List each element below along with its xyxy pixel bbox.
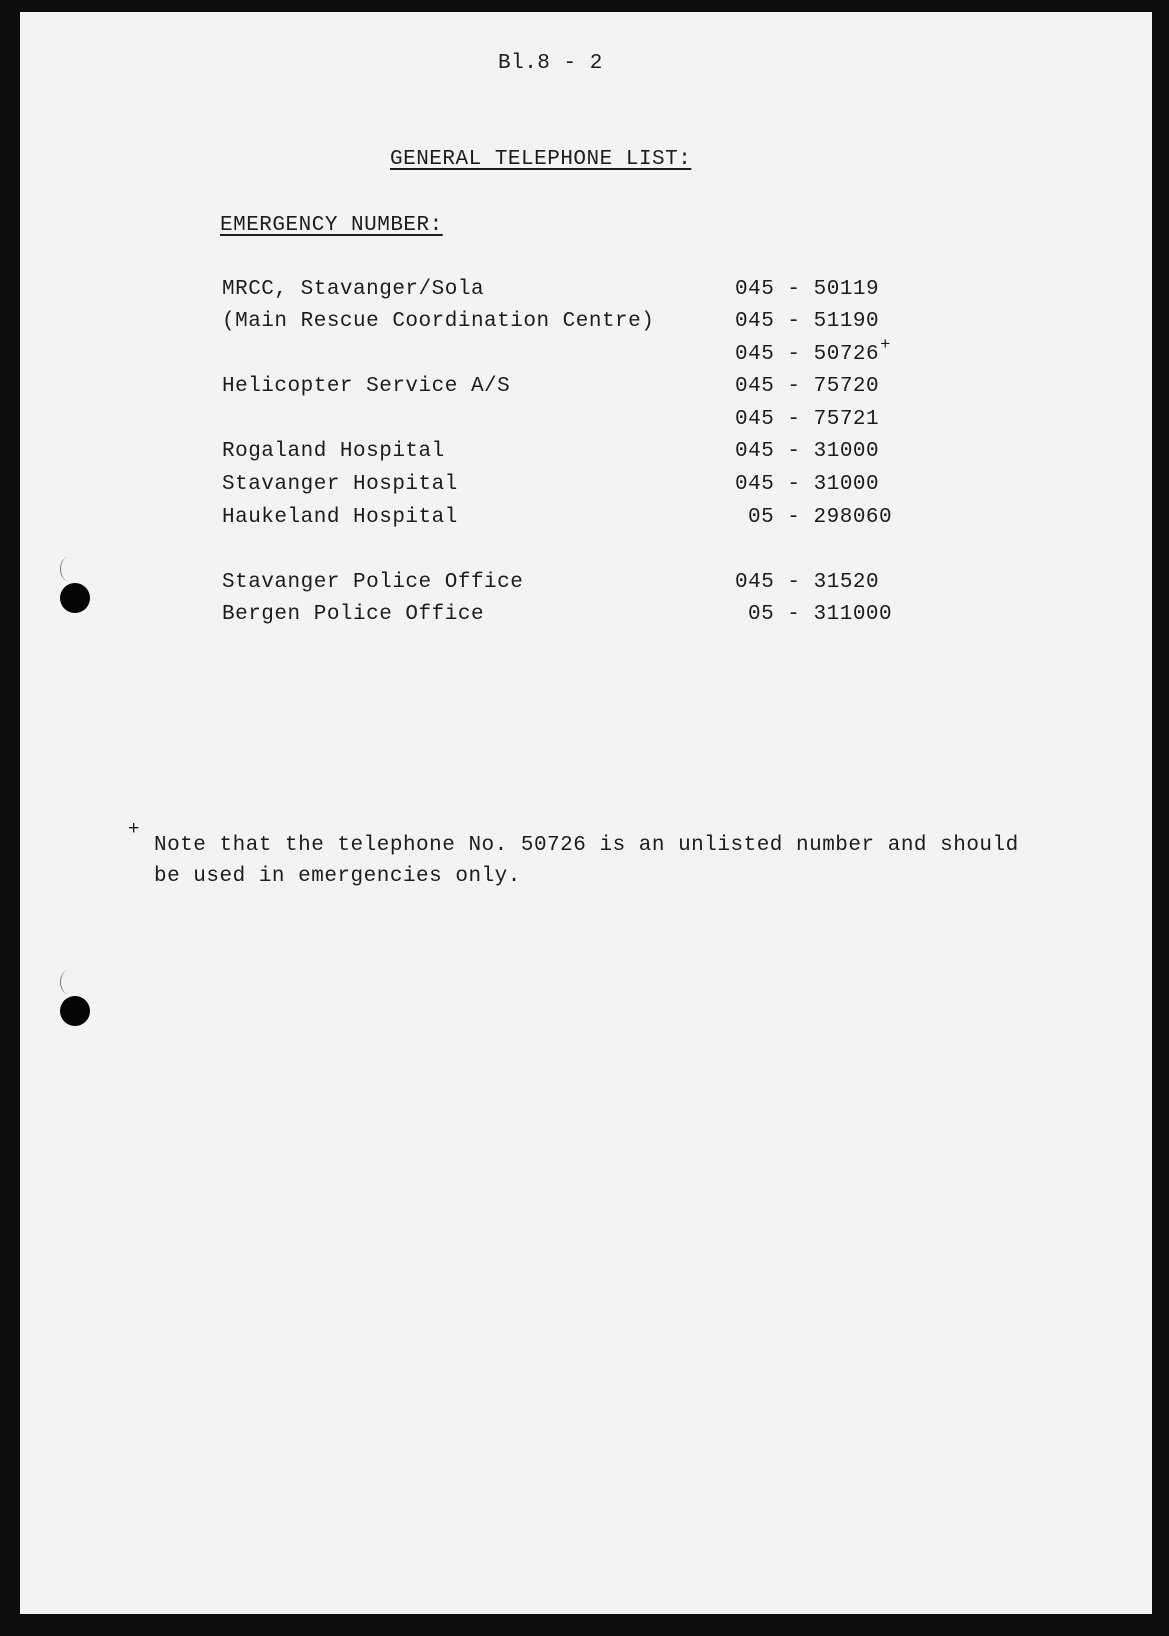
entry-number-helicopter-1: 045 - 75720 <box>735 375 880 398</box>
entry-name-stavanger-hospital: Stavanger Hospital <box>222 473 458 496</box>
entry-number-rogaland-hospital: 045 - 31000 <box>735 440 880 463</box>
entry-name-haukeland-hospital: Haukeland Hospital <box>222 506 458 529</box>
entry-name-rogaland-hospital: Rogaland Hospital <box>222 440 445 463</box>
entry-number-mrcc-1: 045 - 50119 <box>735 278 880 301</box>
punch-hole-shadow <box>60 557 77 581</box>
punch-hole <box>60 583 90 613</box>
entry-number-value: 045 - 50726 <box>735 343 880 366</box>
entry-number-haukeland-hospital: 05 - 298060 <box>748 506 893 529</box>
section-heading-emergency: EMERGENCY NUMBER: <box>220 214 443 237</box>
footnote-text: Note that the telephone No. 50726 is an unlisted number and should be used in emergencies only. <box>154 834 1019 888</box>
entry-name-stavanger-police: Stavanger Police Office <box>222 571 524 594</box>
entry-name-helicopter-service: Helicopter Service A/S <box>222 375 511 398</box>
page-number: Bl.8 - 2 <box>498 52 603 75</box>
entry-number-stavanger-hospital: 045 - 31000 <box>735 473 880 496</box>
entry-name-bergen-police: Bergen Police Office <box>222 603 485 626</box>
entry-number-stavanger-police: 045 - 31520 <box>735 571 880 594</box>
document-page <box>20 12 1152 1614</box>
entry-name-mrcc-full: (Main Rescue Coordination Centre) <box>222 310 655 333</box>
entry-number-helicopter-2: 045 - 75721 <box>735 408 880 431</box>
punch-hole-shadow <box>60 970 77 994</box>
entry-name-mrcc: MRCC, Stavanger/Sola <box>222 278 485 301</box>
entry-number-mrcc-2: 045 - 51190 <box>735 310 880 333</box>
document-title: GENERAL TELEPHONE LIST: <box>390 148 692 171</box>
entry-number-mrcc-3 <box>735 336 891 366</box>
entry-number-bergen-police: 05 - 311000 <box>748 603 893 626</box>
footnote-reference-mark: + <box>880 336 891 355</box>
footnote-marker: + <box>128 818 140 840</box>
punch-hole <box>60 996 90 1026</box>
